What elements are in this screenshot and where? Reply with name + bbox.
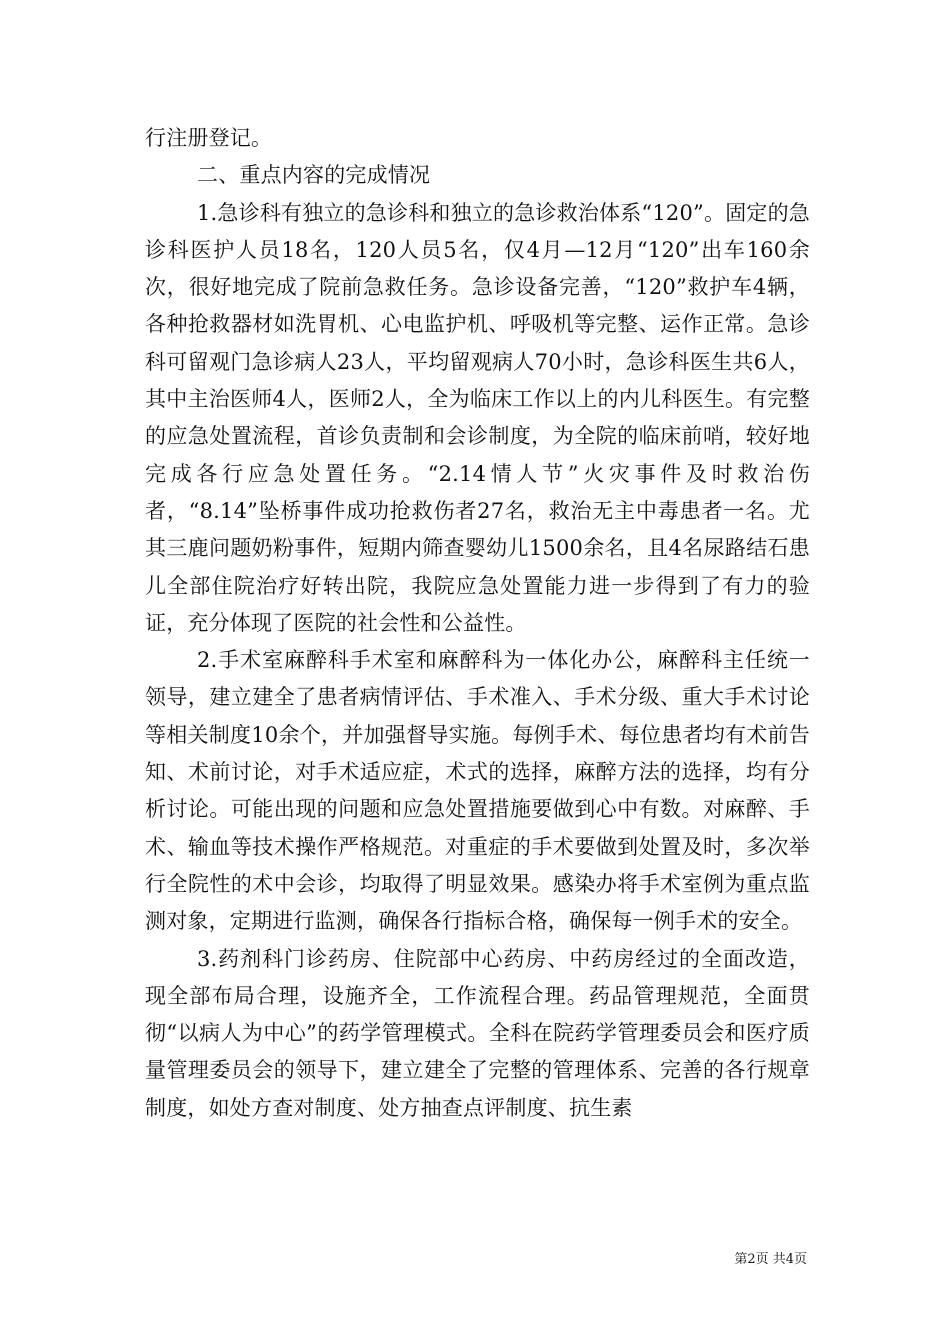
paragraph-emergency-dept: 1.急诊科有独立的急诊科和独立的急诊救治体系“120”。固定的急诊科医护人员18名，120人员5名，仅4月—12月“120”出车160余次，很好地完成了院前急救任务。急诊设备完善，“120”救护车4辆，各种抢救器材如洗胃机、心电监护机、呼吸机等完整、运作正常。急诊科可留观门急诊病人23人，平均留观病人70小时，急诊科医生共6人，其中主治医师4人，医师2人，全为临床工作以上的内儿科医生。有完整的应急处置流程，首诊负责制和会诊制度，为全院的临床前哨，较好地完成各行应急处置任务。“2.14情人节”火灾事件及时救治伤者，“8.14”坠桥事件成功抢救伤者27名，救治无主中毒患者一名。尤其三鹿问题奶粉事件，短期内筛查婴幼儿1500余名，且4名尿路结石患儿全部住院治疗好转出院，我院应急处置能力进一步得到了有力的验证，充分体现了医院的社会性和公益性。 — [145, 200, 810, 635]
page-number: 第2页 共4页 — [734, 1252, 807, 1267]
section-heading: 二、重点内容的完成情况 — [197, 163, 431, 188]
paragraph-pharmacy: 3.药剂科门诊药房、住院部中心药房、中药房经过的全面改造，现全部布局合理，设施齐全，工作流程合理。药品管理规范，全面贯彻“以病人为中心”的药学管理模式。全科在院药学管理委员会和医疗质量管理委员会的领导下，建立建全了完整的管理体系、完善的各行规章制度，如处方查对制度、处方抽查点评制度、抗生素 — [145, 946, 810, 1120]
continuation-paragraph: 行注册登记。 — [145, 126, 273, 150]
paragraph-surgery-anesthesia: 2.手术室麻醉科手术室和麻醉科为一体化办公，麻醉科主任统一领导，建立建全了患者病情评估、手术准入、手术分级、重大手术讨论等相关制度10余个，并加强督导实施。每例手术、每位患者均有术前告知、术前讨论，对手术适应症，术式的选择，麻醉方法的选择，均有分析讨论。可能出现的问题和应急处置措施要做到心中有数。对麻醉、手术、输血等技术操作严格规范。对重症的手术要做到处置及时，多次举行全院性的术中会诊，均取得了明显效果。感染办将手术室例为重点监测对象，定期进行监测，确保各行指标合格，确保每一例手术的安全。 — [145, 648, 810, 934]
document-body — [145, 120, 810, 1127]
